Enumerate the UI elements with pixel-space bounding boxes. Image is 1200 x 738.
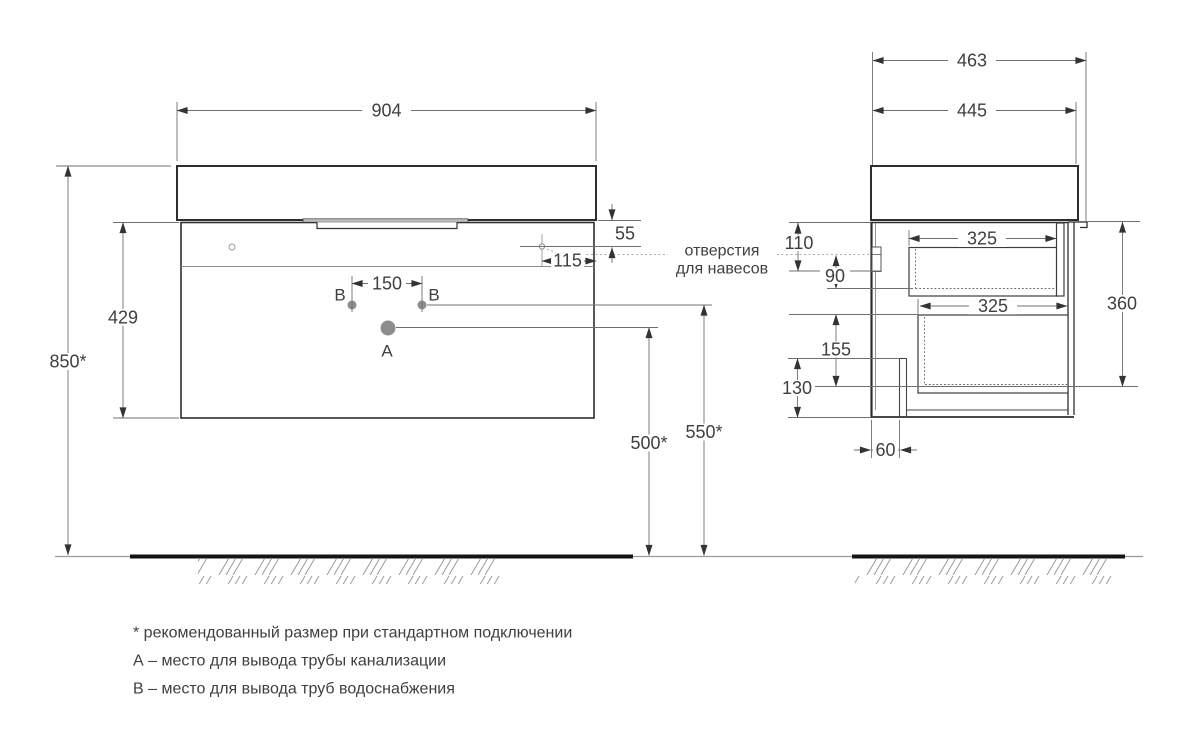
dim-500-label: 500*: [630, 433, 668, 453]
callout-line2: для навесов: [675, 260, 769, 278]
hole-b-left-label: В: [334, 285, 346, 305]
bracket-body: [872, 247, 881, 272]
door-top-hook: [1068, 222, 1087, 228]
dim-115-label: 115: [553, 250, 582, 271]
dim-550-label: 550*: [685, 422, 723, 442]
footnote-a: А – место для вывода трубы канализации: [133, 652, 447, 670]
dim-150-label: 150: [371, 273, 403, 294]
footnotes: [133, 625, 572, 698]
footnote-b: В – место для вывода труб водоснабжения: [133, 680, 455, 698]
dim-445-label: 445: [956, 100, 988, 121]
hole-a: [381, 321, 396, 336]
floor-hatch-right: [855, 559, 1118, 584]
dim-130-label: 130: [781, 378, 813, 398]
cabinet-body-front: [181, 223, 594, 419]
countertop-front: [177, 166, 596, 220]
dim-325-lower-label: 325: [977, 296, 1009, 316]
hanger-callout: [676, 243, 768, 278]
dim-90-label: 90: [824, 266, 846, 286]
floor-hatch-left: [198, 559, 505, 584]
hole-a-label: А: [381, 341, 393, 361]
dim-325-upper-label: 325: [966, 228, 998, 249]
dim-429-label: 429: [107, 307, 139, 328]
floor: [55, 557, 1143, 585]
callout-line1: отверстия: [684, 242, 760, 260]
countertop-side: [871, 166, 1078, 220]
dim-55-label: 55: [614, 223, 636, 244]
front-view: [46, 102, 726, 556]
lower-drawer: [918, 315, 1068, 393]
dim-463-label: 463: [956, 50, 988, 71]
handle-recess: [317, 222, 457, 228]
drawer-front-bar: [1057, 223, 1065, 296]
drawer-box: [918, 315, 1068, 393]
handle-strip: [303, 219, 468, 222]
hole-b-right-label: В: [428, 285, 440, 305]
dim-155-label: 155: [820, 339, 852, 360]
hanger-bracket: [872, 247, 881, 272]
back-rail-slot: [900, 359, 907, 418]
dim-60-label: 60: [875, 440, 896, 460]
dim-360-label: 360: [1106, 293, 1138, 314]
dim-110-label: 110: [784, 233, 814, 253]
dim-850-label: 850*: [49, 351, 87, 372]
dim-904-label: 904: [371, 100, 402, 121]
footnote-recommended: * рекомендованный размер при стандартном подключении: [133, 624, 573, 642]
